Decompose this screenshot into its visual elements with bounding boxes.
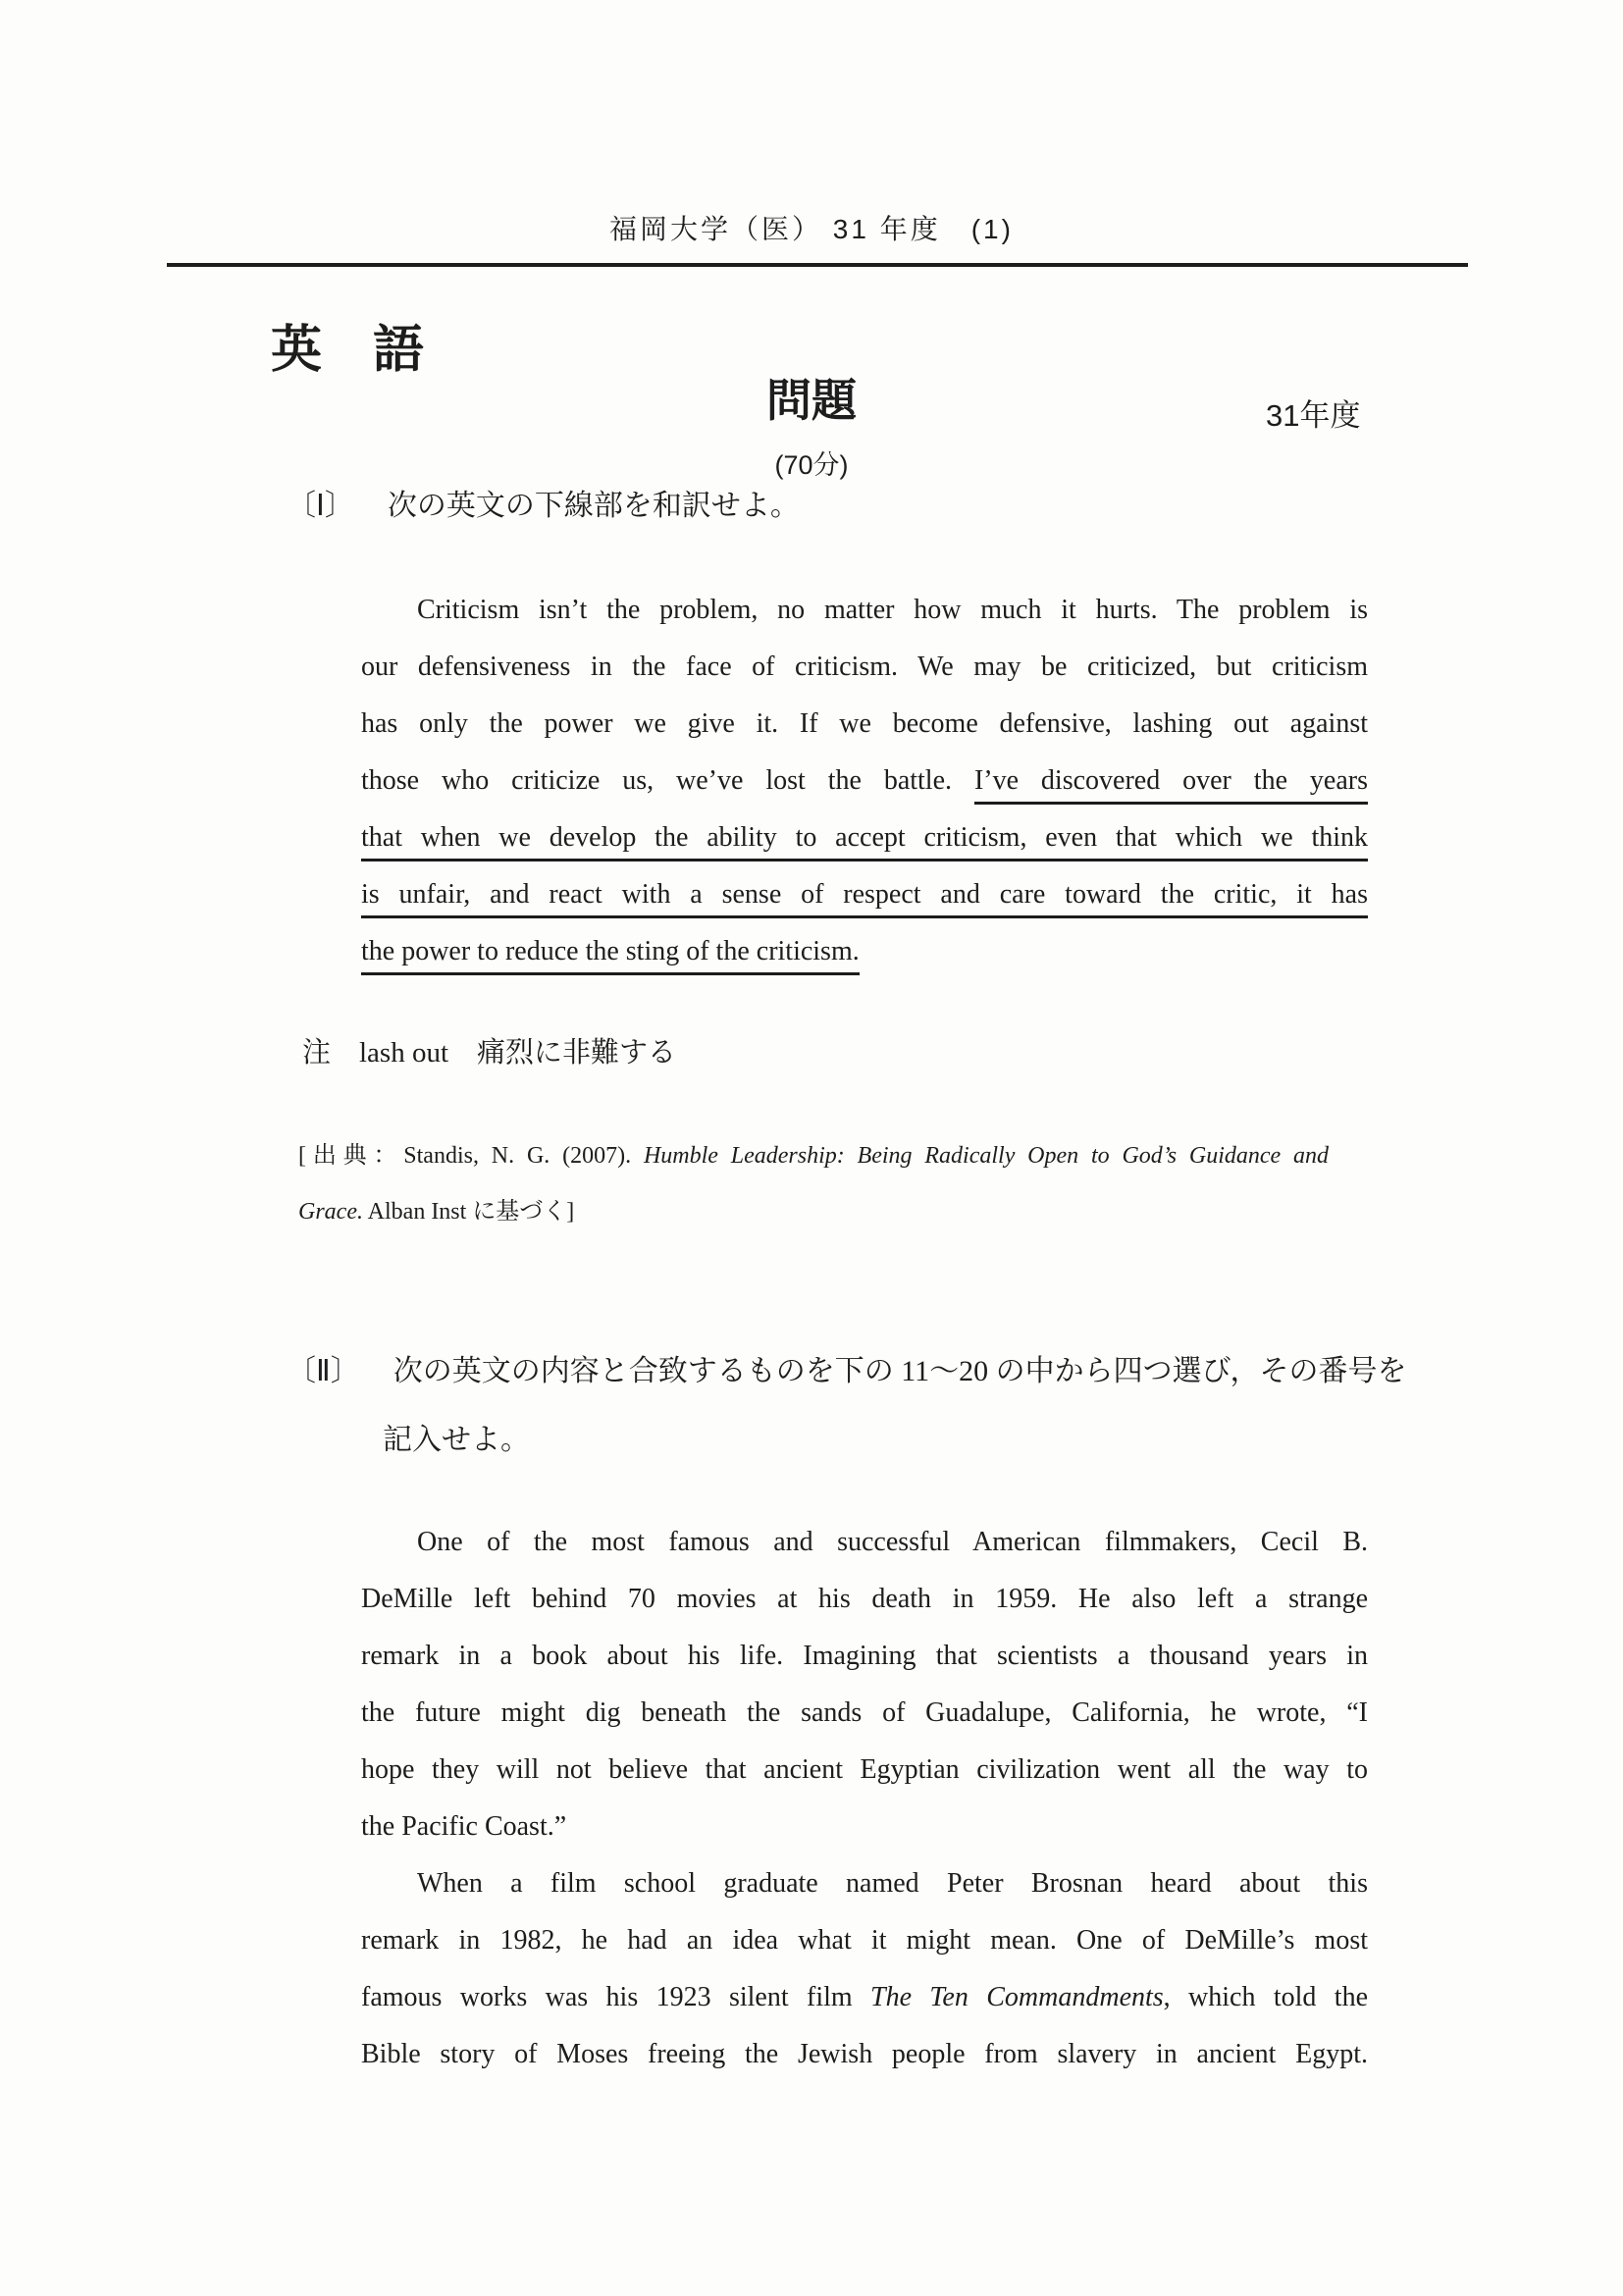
text-line: remark in 1982, he had an idea what it might mean. One of DeMille’s most [361, 1925, 1368, 1956]
section2-instruction-line2: 記入せよ。 [383, 1424, 530, 1456]
text-line: is unfair, and react with a sense of respect and care toward the critic, it has [361, 871, 1368, 928]
text-line: the future might dig beneath the sands of Guadalupe, California, he wrote, “I [361, 1697, 1368, 1728]
section2-paragraph-2 [361, 1860, 1368, 2088]
text-line: DeMille left behind 70 movies at his death in 1959. He also left a strange [361, 1584, 1368, 1614]
section2-label: 〔Ⅱ〕 [287, 1355, 360, 1387]
vocabulary-note: 注 lash out 痛烈に非難する [302, 1037, 677, 1069]
source-citation [298, 1136, 1329, 1248]
text-line: Criticism isn’t the problem, no matter how much it hurts. The problem is [417, 595, 1368, 625]
exam-heading: 問題 [766, 375, 857, 426]
text-line: When a film school graduate named Peter Brosnan heard about this [417, 1868, 1368, 1899]
text-line: One of the most famous and successful American filmmakers, Cecil B. [417, 1527, 1368, 1557]
year-label: 31年度 [1266, 398, 1361, 433]
text-line: [出典：Standis, N. G. (2007). Humble Leadership: Being Radically Open to God’s Guidance and [298, 1143, 1329, 1169]
header-divider-rule [167, 263, 1468, 267]
section2-heading [287, 1346, 1406, 1458]
text-line: the Pacific Coast.” [361, 1811, 567, 1842]
text-line: our defensiveness in the face of criticism. We may be criticized, but criticism [361, 652, 1368, 682]
subject-title: 英 語 [271, 322, 425, 379]
text-line: that when we develop the ability to accept criticism, even that which we think [361, 814, 1368, 871]
text-line: has only the power we give it. If we become defensive, lashing out against [361, 708, 1368, 739]
section1-instruction: 次の英文の下線部を和訳せよ。 [387, 490, 800, 522]
section2-paragraph-1 [361, 1519, 1368, 1860]
text-line: the power to reduce the sting of the criticism. [361, 928, 1368, 985]
text-line: Grace. Alban Inst に基づく] [298, 1199, 575, 1225]
text-line: remark in a book about his life. Imagining that scientists a thousand years in [361, 1641, 1368, 1671]
section2-passage [361, 1519, 1368, 2088]
page-header: 福岡大学（医） 31 年度 (1) [609, 214, 1014, 244]
text-line: Bible story of Moses freeing the Jewish people from slavery in ancient Egypt. [361, 2039, 1368, 2069]
text-line: those who criticize us, we’ve lost the battle. I’ve discovered over the years [361, 757, 1368, 814]
text-line: famous works was his 1923 silent film The Ten Commandments, which told the [361, 1982, 1368, 2012]
section1-passage [361, 587, 1368, 985]
section1-heading [287, 481, 800, 524]
duration-label: (70分) [774, 450, 849, 480]
text-line: hope they will not believe that ancient Egyptian civilization went all the way to [361, 1754, 1368, 1785]
section1-label: 〔Ⅰ〕 [287, 490, 354, 522]
section2-instruction-line1: 次の英文の内容と合致するものを下の 11～20 の中から四つ選び，その番号を [393, 1355, 1407, 1387]
